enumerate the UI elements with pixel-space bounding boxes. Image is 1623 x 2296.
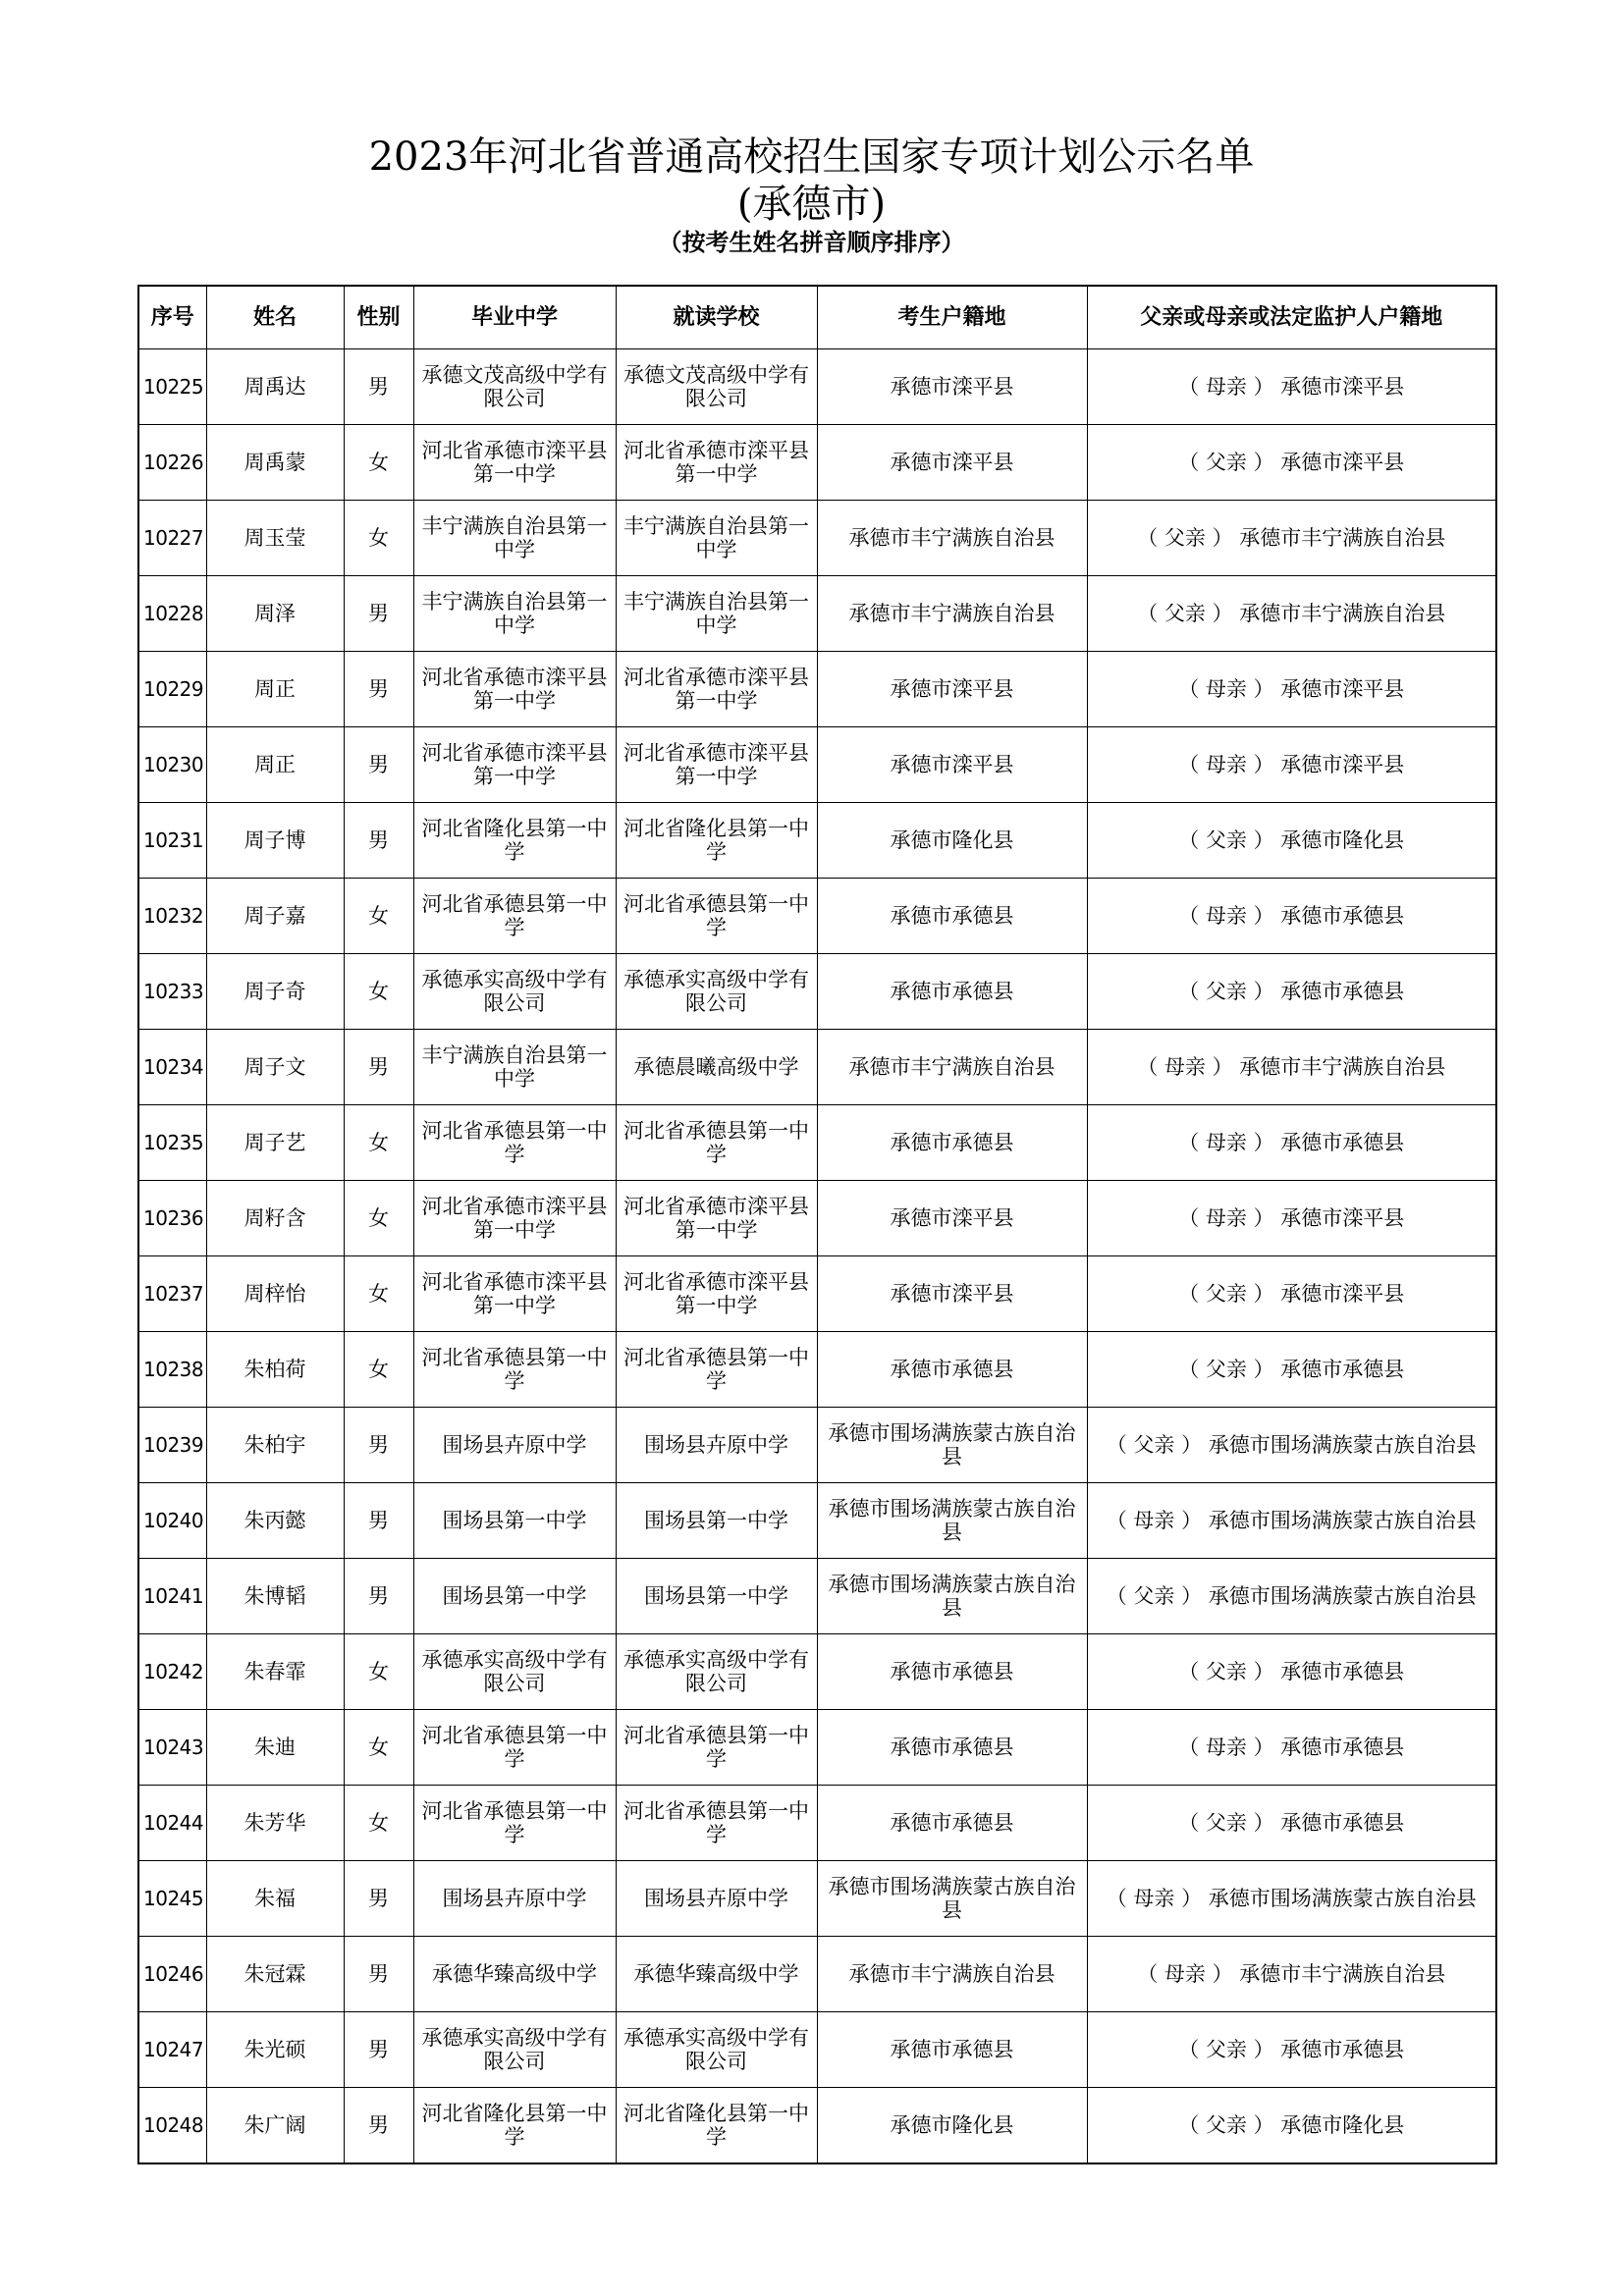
cell-serial-no: 10233 <box>138 954 206 1030</box>
cell-graduation-school: 围场县第一中学 <box>413 1483 616 1559</box>
cell-current-school: 河北省承德县第一中学 <box>616 1332 817 1408</box>
cell-gender: 男 <box>344 349 413 425</box>
table-row <box>138 1030 1496 1105</box>
cell-household-registration: 承德市隆化县 <box>817 2088 1087 2164</box>
cell-gender: 女 <box>344 1181 413 1256</box>
cell-student-name: 周梓怡 <box>206 1256 344 1332</box>
cell-gender: 男 <box>344 1937 413 2012</box>
cell-gender: 男 <box>344 1559 413 1634</box>
table-row <box>138 1861 1496 1937</box>
cell-household-registration: 承德市围场满族蒙古族自治县 <box>817 1861 1087 1937</box>
cell-household-registration: 承德市丰宁满族自治县 <box>817 501 1087 576</box>
cell-current-school: 河北省隆化县第一中学 <box>616 2088 817 2164</box>
column-header-no: 序号 <box>138 286 206 349</box>
cell-graduation-school: 河北省承德县第一中学 <box>413 1105 616 1181</box>
cell-gender: 男 <box>344 1408 413 1483</box>
cell-current-school: 河北省承德市滦平县第一中学 <box>616 425 817 501</box>
cell-household-registration: 承德市滦平县 <box>817 727 1087 803</box>
cell-student-name: 朱广阔 <box>206 2088 344 2164</box>
cell-student-name: 周正 <box>206 652 344 727</box>
cell-gender: 女 <box>344 1710 413 1786</box>
cell-gender: 男 <box>344 1861 413 1937</box>
cell-serial-no: 10244 <box>138 1786 206 1861</box>
cell-student-name: 朱福 <box>206 1861 344 1937</box>
cell-parent-registration: （ 母亲 ） 承德市承德县 <box>1087 879 1496 954</box>
table-row <box>138 727 1496 803</box>
cell-graduation-school: 河北省承德市滦平县第一中学 <box>413 1181 616 1256</box>
cell-serial-no: 10234 <box>138 1030 206 1105</box>
table-row <box>138 1710 1496 1786</box>
cell-household-registration: 承德市滦平县 <box>817 349 1087 425</box>
cell-student-name: 朱冠霖 <box>206 1937 344 2012</box>
cell-serial-no: 10240 <box>138 1483 206 1559</box>
cell-student-name: 周玉莹 <box>206 501 344 576</box>
cell-graduation-school: 河北省隆化县第一中学 <box>413 803 616 879</box>
page-title: 2023年河北省普通高校招生国家专项计划公示名单 <box>368 134 1255 180</box>
cell-household-registration: 承德市丰宁满族自治县 <box>817 1030 1087 1105</box>
cell-serial-no: 10243 <box>138 1710 206 1786</box>
cell-graduation-school: 丰宁满族自治县第一中学 <box>413 576 616 652</box>
cell-parent-registration: （ 母亲 ） 承德市围场满族蒙古族自治县 <box>1087 1861 1496 1937</box>
column-header-parent-registration: 父亲或母亲或法定监护人户籍地 <box>1087 286 1496 349</box>
cell-student-name: 周子奇 <box>206 954 344 1030</box>
cell-household-registration: 承德市滦平县 <box>817 652 1087 727</box>
cell-current-school: 围场县卉原中学 <box>616 1408 817 1483</box>
cell-gender: 男 <box>344 1030 413 1105</box>
cell-parent-registration: （ 母亲 ） 承德市承德县 <box>1087 1105 1496 1181</box>
cell-current-school: 河北省承德县第一中学 <box>616 1105 817 1181</box>
cell-household-registration: 承德市丰宁满族自治县 <box>817 1937 1087 2012</box>
cell-student-name: 周子博 <box>206 803 344 879</box>
cell-gender: 女 <box>344 879 413 954</box>
cell-student-name: 朱柏宇 <box>206 1408 344 1483</box>
cell-household-registration: 承德市承德县 <box>817 879 1087 954</box>
cell-gender: 女 <box>344 1105 413 1181</box>
cell-graduation-school: 承德承实高级中学有限公司 <box>413 2012 616 2088</box>
cell-gender: 女 <box>344 1332 413 1408</box>
cell-gender: 男 <box>344 727 413 803</box>
page-subtitle: (承德市) <box>736 182 887 227</box>
cell-gender: 女 <box>344 954 413 1030</box>
cell-serial-no: 10246 <box>138 1937 206 2012</box>
cell-graduation-school: 承德文茂高级中学有限公司 <box>413 349 616 425</box>
cell-student-name: 朱光硕 <box>206 2012 344 2088</box>
cell-parent-registration: （ 父亲 ） 承德市承德县 <box>1087 1786 1496 1861</box>
table-row <box>138 1634 1496 1710</box>
cell-graduation-school: 承德华臻高级中学 <box>413 1937 616 2012</box>
table-header-row <box>138 286 1496 349</box>
cell-household-registration: 承德市承德县 <box>817 1634 1087 1710</box>
table-row <box>138 576 1496 652</box>
cell-student-name: 朱丙懿 <box>206 1483 344 1559</box>
cell-serial-no: 10239 <box>138 1408 206 1483</box>
table-row <box>138 1105 1496 1181</box>
cell-student-name: 周子文 <box>206 1030 344 1105</box>
cell-current-school: 围场县第一中学 <box>616 1483 817 1559</box>
cell-current-school: 河北省承德县第一中学 <box>616 879 817 954</box>
cell-current-school: 承德文茂高级中学有限公司 <box>616 349 817 425</box>
cell-parent-registration: （ 母亲 ） 承德市丰宁满族自治县 <box>1087 1937 1496 2012</box>
cell-parent-registration: （ 父亲 ） 承德市隆化县 <box>1087 2088 1496 2164</box>
cell-parent-registration: （ 父亲 ） 承德市承德县 <box>1087 1332 1496 1408</box>
table-row <box>138 1937 1496 2012</box>
column-header-gender: 性别 <box>344 286 413 349</box>
column-header-current-school: 就读学校 <box>616 286 817 349</box>
table-row <box>138 879 1496 954</box>
cell-graduation-school: 丰宁满族自治县第一中学 <box>413 501 616 576</box>
cell-gender: 女 <box>344 1256 413 1332</box>
cell-parent-registration: （ 父亲 ） 承德市承德县 <box>1087 954 1496 1030</box>
table-row <box>138 1256 1496 1332</box>
cell-gender: 女 <box>344 425 413 501</box>
cell-parent-registration: （ 母亲 ） 承德市围场满族蒙古族自治县 <box>1087 1483 1496 1559</box>
cell-student-name: 周子嘉 <box>206 879 344 954</box>
cell-gender: 男 <box>344 2088 413 2164</box>
table-row <box>138 954 1496 1030</box>
cell-gender: 男 <box>344 652 413 727</box>
cell-serial-no: 10248 <box>138 2088 206 2164</box>
cell-graduation-school: 河北省承德县第一中学 <box>413 1710 616 1786</box>
cell-current-school: 河北省承德市滦平县第一中学 <box>616 1256 817 1332</box>
cell-serial-no: 10242 <box>138 1634 206 1710</box>
cell-parent-registration: （ 父亲 ） 承德市围场满族蒙古族自治县 <box>1087 1408 1496 1483</box>
cell-parent-registration: （ 母亲 ） 承德市滦平县 <box>1087 1181 1496 1256</box>
cell-graduation-school: 河北省承德市滦平县第一中学 <box>413 727 616 803</box>
cell-graduation-school: 河北省承德市滦平县第一中学 <box>413 425 616 501</box>
cell-graduation-school: 丰宁满族自治县第一中学 <box>413 1030 616 1105</box>
cell-parent-registration: （ 父亲 ） 承德市承德县 <box>1087 1634 1496 1710</box>
table-row <box>138 501 1496 576</box>
cell-graduation-school: 围场县第一中学 <box>413 1559 616 1634</box>
cell-serial-no: 10241 <box>138 1559 206 1634</box>
roster-table <box>137 285 1497 2164</box>
table-row <box>138 1181 1496 1256</box>
table-row <box>138 803 1496 879</box>
cell-household-registration: 承德市丰宁满族自治县 <box>817 576 1087 652</box>
sort-note: （按考生姓名拼音顺序排序） <box>658 228 965 256</box>
cell-serial-no: 10230 <box>138 727 206 803</box>
cell-student-name: 朱博韬 <box>206 1559 344 1634</box>
cell-parent-registration: （ 父亲 ） 承德市丰宁满族自治县 <box>1087 501 1496 576</box>
cell-household-registration: 承德市围场满族蒙古族自治县 <box>817 1483 1087 1559</box>
table-body <box>138 349 1496 2164</box>
cell-serial-no: 10235 <box>138 1105 206 1181</box>
cell-parent-registration: （ 母亲 ） 承德市承德县 <box>1087 1710 1496 1786</box>
cell-household-registration: 承德市承德县 <box>817 1332 1087 1408</box>
cell-household-registration: 承德市承德县 <box>817 1786 1087 1861</box>
cell-current-school: 承德承实高级中学有限公司 <box>616 1634 817 1710</box>
cell-parent-registration: （ 父亲 ） 承德市承德县 <box>1087 2012 1496 2088</box>
table-row <box>138 1786 1496 1861</box>
table-row <box>138 1483 1496 1559</box>
column-header-name: 姓名 <box>206 286 344 349</box>
cell-current-school: 围场县第一中学 <box>616 1559 817 1634</box>
cell-current-school: 围场县卉原中学 <box>616 1861 817 1937</box>
cell-current-school: 河北省承德县第一中学 <box>616 1710 817 1786</box>
cell-current-school: 承德华臻高级中学 <box>616 1937 817 2012</box>
cell-graduation-school: 围场县卉原中学 <box>413 1861 616 1937</box>
cell-graduation-school: 河北省承德市滦平县第一中学 <box>413 652 616 727</box>
table-row <box>138 1408 1496 1483</box>
cell-household-registration: 承德市滦平县 <box>817 1256 1087 1332</box>
cell-serial-no: 10232 <box>138 879 206 954</box>
column-header-graduation-school: 毕业中学 <box>413 286 616 349</box>
cell-current-school: 河北省承德市滦平县第一中学 <box>616 1181 817 1256</box>
cell-current-school: 河北省承德市滦平县第一中学 <box>616 652 817 727</box>
cell-household-registration: 承德市围场满族蒙古族自治县 <box>817 1559 1087 1634</box>
cell-household-registration: 承德市承德县 <box>817 1105 1087 1181</box>
cell-current-school: 丰宁满族自治县第一中学 <box>616 576 817 652</box>
cell-parent-registration: （ 母亲 ） 承德市滦平县 <box>1087 727 1496 803</box>
table-row <box>138 1332 1496 1408</box>
cell-parent-registration: （ 母亲 ） 承德市滦平县 <box>1087 652 1496 727</box>
table-row <box>138 2012 1496 2088</box>
cell-graduation-school: 河北省承德县第一中学 <box>413 879 616 954</box>
cell-gender: 男 <box>344 1483 413 1559</box>
cell-student-name: 周禹达 <box>206 349 344 425</box>
cell-serial-no: 10225 <box>138 349 206 425</box>
column-header-household-registration: 考生户籍地 <box>817 286 1087 349</box>
cell-graduation-school: 河北省承德市滦平县第一中学 <box>413 1256 616 1332</box>
cell-serial-no: 10247 <box>138 2012 206 2088</box>
cell-student-name: 朱春霏 <box>206 1634 344 1710</box>
cell-graduation-school: 承德承实高级中学有限公司 <box>413 954 616 1030</box>
cell-current-school: 承德晨曦高级中学 <box>616 1030 817 1105</box>
cell-household-registration: 承德市承德县 <box>817 2012 1087 2088</box>
cell-gender: 男 <box>344 2012 413 2088</box>
cell-graduation-school: 河北省承德县第一中学 <box>413 1786 616 1861</box>
cell-graduation-school: 河北省承德县第一中学 <box>413 1332 616 1408</box>
cell-parent-registration: （ 父亲 ） 承德市滦平县 <box>1087 425 1496 501</box>
cell-parent-registration: （ 母亲 ） 承德市丰宁满族自治县 <box>1087 1030 1496 1105</box>
table-row <box>138 349 1496 425</box>
cell-current-school: 承德承实高级中学有限公司 <box>616 954 817 1030</box>
cell-student-name: 周泽 <box>206 576 344 652</box>
cell-parent-registration: （ 父亲 ） 承德市隆化县 <box>1087 803 1496 879</box>
cell-household-registration: 承德市隆化县 <box>817 803 1087 879</box>
table-row <box>138 1559 1496 1634</box>
cell-gender: 女 <box>344 1786 413 1861</box>
cell-household-registration: 承德市承德县 <box>817 1710 1087 1786</box>
cell-serial-no: 10236 <box>138 1181 206 1256</box>
cell-serial-no: 10231 <box>138 803 206 879</box>
cell-current-school: 丰宁满族自治县第一中学 <box>616 501 817 576</box>
cell-gender: 男 <box>344 576 413 652</box>
cell-student-name: 周子艺 <box>206 1105 344 1181</box>
cell-household-registration: 承德市围场满族蒙古族自治县 <box>817 1408 1087 1483</box>
cell-gender: 女 <box>344 501 413 576</box>
cell-household-registration: 承德市承德县 <box>817 954 1087 1030</box>
table-row <box>138 2088 1496 2164</box>
cell-household-registration: 承德市滦平县 <box>817 425 1087 501</box>
cell-current-school: 承德承实高级中学有限公司 <box>616 2012 817 2088</box>
cell-serial-no: 10238 <box>138 1332 206 1408</box>
cell-student-name: 朱芳华 <box>206 1786 344 1861</box>
cell-gender: 男 <box>344 803 413 879</box>
cell-student-name: 朱迪 <box>206 1710 344 1786</box>
cell-current-school: 河北省承德市滦平县第一中学 <box>616 727 817 803</box>
cell-student-name: 周正 <box>206 727 344 803</box>
cell-current-school: 河北省承德县第一中学 <box>616 1786 817 1861</box>
cell-parent-registration: （ 父亲 ） 承德市围场满族蒙古族自治县 <box>1087 1559 1496 1634</box>
cell-graduation-school: 围场县卉原中学 <box>413 1408 616 1483</box>
cell-graduation-school: 河北省隆化县第一中学 <box>413 2088 616 2164</box>
cell-graduation-school: 承德承实高级中学有限公司 <box>413 1634 616 1710</box>
cell-parent-registration: （ 母亲 ） 承德市滦平县 <box>1087 349 1496 425</box>
cell-student-name: 周禹蒙 <box>206 425 344 501</box>
table-row <box>138 425 1496 501</box>
cell-serial-no: 10228 <box>138 576 206 652</box>
cell-current-school: 河北省隆化县第一中学 <box>616 803 817 879</box>
cell-gender: 女 <box>344 1634 413 1710</box>
cell-serial-no: 10237 <box>138 1256 206 1332</box>
table-row <box>138 652 1496 727</box>
cell-student-name: 朱柏荷 <box>206 1332 344 1408</box>
cell-serial-no: 10245 <box>138 1861 206 1937</box>
cell-serial-no: 10226 <box>138 425 206 501</box>
cell-serial-no: 10229 <box>138 652 206 727</box>
cell-parent-registration: （ 父亲 ） 承德市滦平县 <box>1087 1256 1496 1332</box>
cell-household-registration: 承德市滦平县 <box>817 1181 1087 1256</box>
cell-parent-registration: （ 父亲 ） 承德市丰宁满族自治县 <box>1087 576 1496 652</box>
cell-serial-no: 10227 <box>138 501 206 576</box>
cell-student-name: 周籽含 <box>206 1181 344 1256</box>
